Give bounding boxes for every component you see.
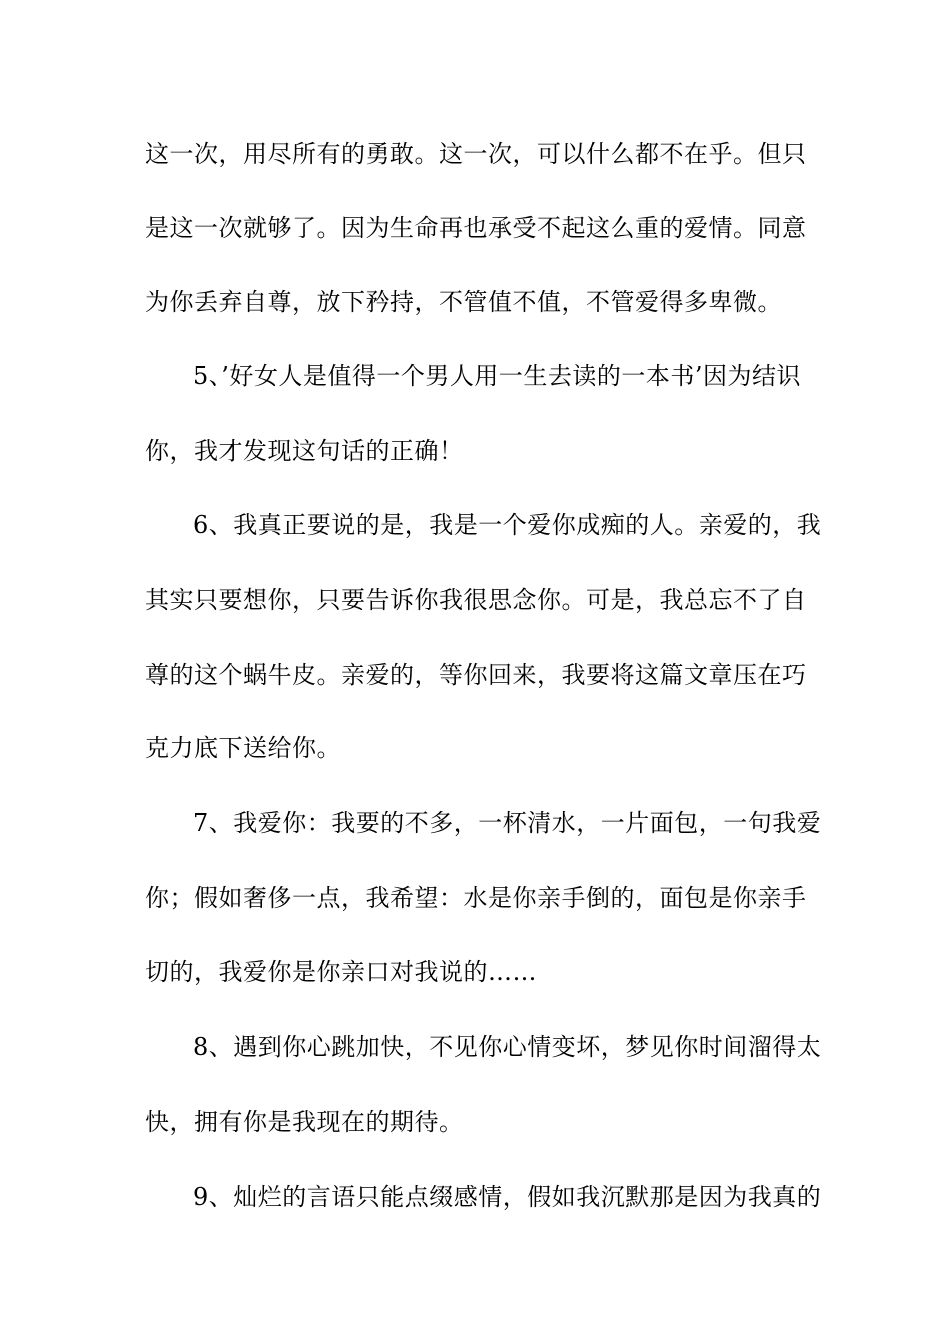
text-line: 这一次，用尽所有的勇敢。这一次，可以什么都不在乎。但只	[145, 140, 807, 168]
text-line: 你；假如奢侈一点，我希望：水是你亲手倒的，面包是你亲手	[145, 884, 807, 912]
text-line: 6、我真正要说的是，我是一个爱你成痴的人。亲爱的，我	[193, 511, 822, 539]
text-line: 尊的这个蜗牛皮。亲爱的，等你回来，我要将这篇文章压在巧	[145, 661, 807, 689]
text-line: 是这一次就够了。因为生命再也承受不起这么重的爱情。同意	[145, 214, 807, 242]
text-line: 快，拥有你是我现在的期待。	[145, 1108, 464, 1136]
text-line: 切的，我爱你是你亲口对我说的……	[145, 958, 537, 986]
text-line: 其实只要想你，只要告诉你我很思念你。可是，我总忘不了自	[145, 586, 807, 614]
text-line: 你，我才发现这句话的正确！	[145, 437, 464, 465]
text-line: 9、灿烂的言语只能点缀感情，假如我沉默那是因为我真的	[193, 1183, 822, 1211]
text-line: 克力底下送给你。	[145, 734, 341, 762]
text-line: 8、遇到你心跳加快，不见你心情变坏，梦见你时间溜得太	[193, 1033, 822, 1061]
text-line: 为你丢弃自尊，放下矜持，不管值不值，不管爱得多卑微。	[145, 288, 782, 316]
text-line: 5、’好女人是值得一个男人用一生去读的一本书’因为结识	[193, 362, 802, 390]
text-line: 7、我爱你：我要的不多，一杯清水，一片面包，一句我爱	[193, 809, 822, 837]
